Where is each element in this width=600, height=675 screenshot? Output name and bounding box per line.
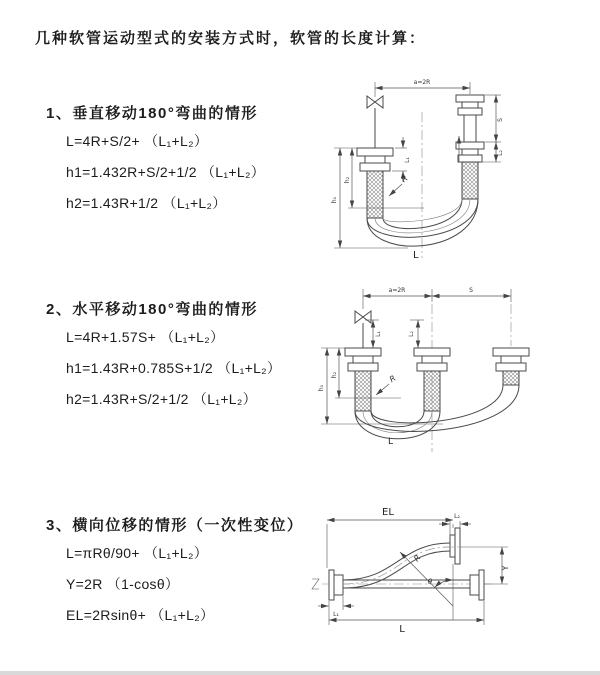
dim-label-el: EL <box>382 507 394 518</box>
section-3 <box>46 514 326 631</box>
formula-line: h1=1.43R+0.785S+1/2 （L₁+L₂） <box>66 360 282 376</box>
scan-edge <box>0 671 600 675</box>
braided-hose <box>462 162 478 199</box>
section-2 <box>46 298 326 415</box>
radius-leader <box>376 384 389 395</box>
left-pipe-flange <box>357 148 393 218</box>
dim-label-l1: L₁ <box>375 331 382 337</box>
label-radius: R <box>399 173 410 185</box>
dim-el <box>327 507 453 568</box>
radius-construction <box>400 552 453 620</box>
valve-icon <box>355 311 371 348</box>
dim-label-l1: L₁ <box>333 611 339 618</box>
formula-line: L=4R+S/2+ （L₁+L₂） <box>66 133 209 149</box>
right-pipe-flange <box>493 348 529 385</box>
formula-line: EL=2Rsinθ+ （L₁+L₂） <box>66 607 215 623</box>
u-bend-hose <box>367 199 478 246</box>
dim-label-a2r: a=2R <box>388 287 406 294</box>
formula-line: h2=1.43R+1/2 （L₁+L₂） <box>66 195 227 211</box>
left-flange <box>329 570 343 600</box>
centerline-mark <box>312 579 319 589</box>
valve-icon <box>367 96 383 148</box>
right-pipe-flanges <box>456 95 484 199</box>
section-2-heading: 2、水平移动180°弯曲的情形 <box>46 301 258 318</box>
radius-leader <box>389 184 402 196</box>
dim-label-h1: h₁ <box>318 384 325 392</box>
label-radius: R <box>387 373 398 385</box>
formula-line: h1=1.432R+S/2+1/2 （L₁+L₂） <box>66 164 266 180</box>
formula-line: L=4R+1.57S+ （L₁+L₂） <box>66 329 225 345</box>
dim-label-l2: L₂ <box>497 150 504 156</box>
braided-hose <box>503 371 519 385</box>
page-title: 几种软管运动型式的安装方式时，软管的长度计算： <box>35 30 427 47</box>
dim-label-h2: h₂ <box>344 176 351 184</box>
dim-label-l1: L₁ <box>404 157 411 163</box>
braided-hose <box>367 171 383 218</box>
dim-y <box>460 547 510 584</box>
dim-l1 <box>318 596 354 618</box>
label-radius: R <box>412 553 423 564</box>
section-3-heading: 3、横向位移的情形（一次性变位） <box>46 517 304 534</box>
dim-label-h1: h₁ <box>331 196 338 204</box>
diagram-horizontal-180-bend <box>303 276 595 464</box>
diagram-lateral-displacement <box>296 498 598 655</box>
section-1 <box>46 102 326 219</box>
radius-line <box>400 552 453 606</box>
dim-label-h2: h₂ <box>331 371 338 379</box>
dim-label-s: S <box>497 118 504 122</box>
dim-l1-l2 <box>365 320 424 348</box>
formula-line: Y=2R （1-cosθ） <box>66 576 180 592</box>
braided-hose <box>355 371 371 411</box>
braided-hose <box>424 371 440 411</box>
formula-line: h2=1.43R+S/2+1/2 （L₁+L₂） <box>66 391 257 407</box>
dim-label-s: S <box>469 287 473 294</box>
label-length: L <box>413 250 419 261</box>
dim-a2r-s <box>363 287 511 309</box>
dim-s-l2 <box>480 95 504 162</box>
dim-label-l2: L₂ <box>408 331 415 337</box>
s-curve-hose <box>343 543 450 588</box>
right-flange <box>470 570 484 600</box>
dim-label-l: L <box>399 624 405 635</box>
label-length: L <box>388 437 394 447</box>
left-pipe-flange <box>345 348 381 411</box>
formula-line: L=πRθ/90+ （L₁+L₂） <box>66 545 209 561</box>
dim-a2r <box>375 79 470 97</box>
dim-label-y: Y <box>501 565 510 571</box>
dim-label-l2: L₂ <box>454 513 460 520</box>
middle-pipe-flange <box>414 348 450 411</box>
section-1-heading: 1、垂直移动180°弯曲的情形 <box>46 105 258 122</box>
dim-label-a2r: a=2R <box>413 79 431 86</box>
diagram-vertical-180-bend <box>312 70 580 262</box>
upper-flange <box>444 528 460 564</box>
label-theta: θ <box>427 578 433 586</box>
